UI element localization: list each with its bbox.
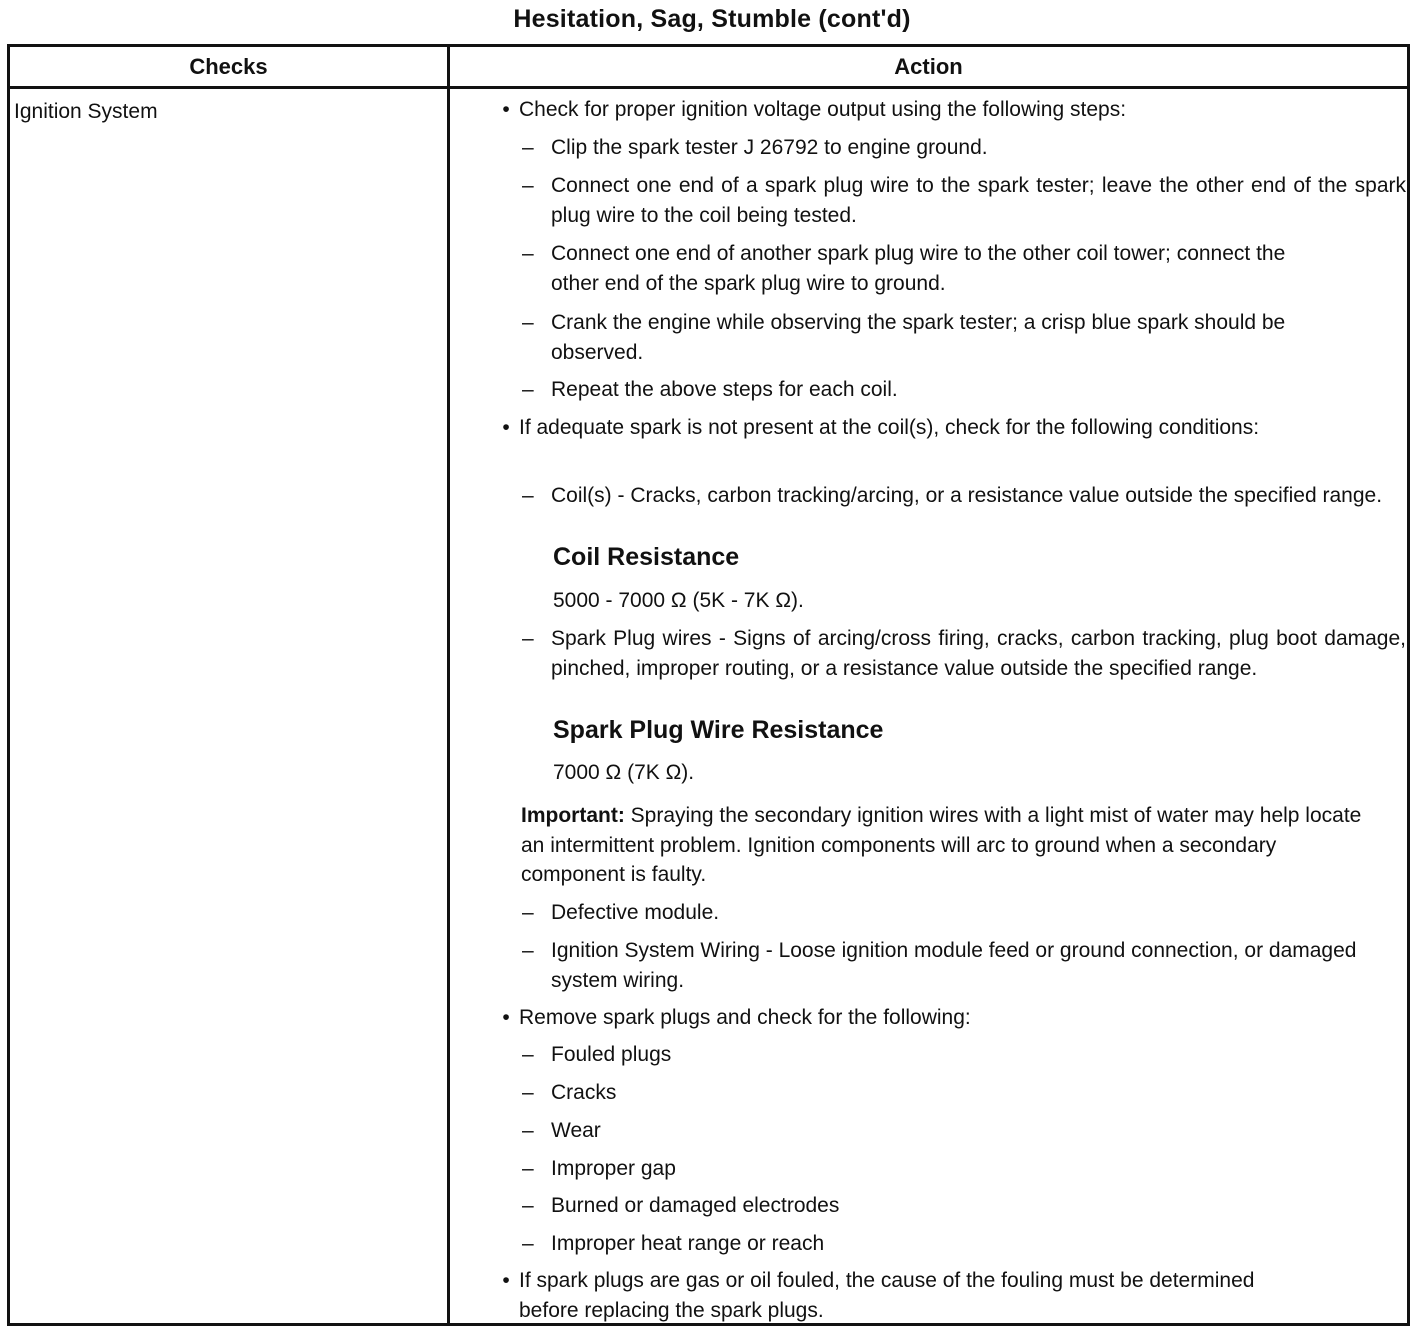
step-1: Clip the spark tester J 26792 to engine ground.: [551, 136, 988, 159]
coil-resistance-heading: Coil Resistance: [553, 543, 740, 571]
wire-resistance-value: 7000 Ω (7K Ω).: [553, 761, 695, 784]
plug-check-item: Burned or damaged electrodes: [551, 1194, 840, 1217]
important-text: Spraying the secondary ignition wires with a light mist of water may help locate an intermittent problem. Ignition components will arc to ground when a secondary component is faulty.: [521, 804, 1362, 886]
dash-glyph: –: [522, 627, 534, 650]
dash-glyph: –: [522, 311, 534, 334]
bullet-glyph: •: [502, 416, 510, 439]
important-note: [521, 801, 1371, 890]
action-bullet-4: If spark plugs are gas or oil fouled, the cause of the fouling must be determined before replacing the spark plugs.: [519, 1269, 1255, 1322]
plug-check-item: Wear: [551, 1119, 601, 1142]
plug-check-item: Improper heat range or reach: [551, 1232, 825, 1255]
dash-glyph: –: [522, 1119, 534, 1142]
dash-glyph: –: [522, 1232, 534, 1255]
header-checks: Checks: [189, 54, 268, 79]
step-5: Repeat the above steps for each coil.: [551, 378, 898, 401]
step-3: Connect one end of another spark plug wire to the other coil tower; connect the other end of the spark plug wire to ground.: [551, 242, 1286, 295]
plug-check-item: Fouled plugs: [551, 1043, 672, 1066]
plug-check-item: Improper gap: [551, 1157, 676, 1180]
important-label: Important:: [521, 804, 625, 827]
condition-ignition-wiring: Ignition System Wiring - Loose ignition module feed or ground connection, or damaged system wiring.: [551, 939, 1357, 992]
dash-glyph: –: [522, 378, 534, 401]
wire-resistance-heading: Spark Plug Wire Resistance: [553, 716, 884, 744]
dash-glyph: –: [522, 484, 534, 507]
dash-glyph: –: [522, 174, 534, 197]
plug-check-item: Cracks: [551, 1081, 617, 1104]
page-title: Hesitation, Sag, Stumble (cont'd): [513, 5, 911, 33]
diagnostic-table: [7, 44, 1410, 1326]
action-bullet-3: Remove spark plugs and check for the following:: [519, 1006, 971, 1029]
check-item: Ignition System: [14, 100, 158, 123]
dash-glyph: –: [522, 901, 534, 924]
coil-resistance-value: 5000 - 7000 Ω (5K - 7K Ω).: [553, 589, 804, 612]
dash-glyph: –: [522, 136, 534, 159]
dash-glyph: –: [522, 1157, 534, 1180]
action-bullet-1: Check for proper ignition voltage output using the following steps:: [519, 98, 1127, 121]
dash-glyph: –: [522, 939, 534, 962]
step-2: Connect one end of a spark plug wire to the spark tester; leave the other end of the spark plug wire to the coil being tested.: [551, 174, 1406, 227]
condition-spark-plug-wires: Spark Plug wires - Signs of arcing/cross firing, cracks, carbon tracking, plug boot damage, pinched, improper routing, or a resistance value outside the specified range.: [551, 627, 1406, 680]
bullet-glyph: •: [502, 98, 510, 121]
dash-glyph: –: [522, 242, 534, 265]
action-cell: [450, 47, 1407, 1323]
action-bullet-2: If adequate spark is not present at the coil(s), check for the following conditions:: [519, 416, 1260, 439]
dash-glyph: –: [522, 1194, 534, 1217]
dash-glyph: –: [522, 1081, 534, 1104]
step-4: Crank the engine while observing the spark tester; a crisp blue spark should be observed.: [551, 311, 1286, 364]
dash-glyph: –: [522, 1043, 534, 1066]
condition-defective-module: Defective module.: [551, 901, 720, 924]
header-action: Action: [894, 54, 963, 79]
condition-coil: Coil(s) - Cracks, carbon tracking/arcing, or a resistance value outside the specified range.: [551, 484, 1383, 507]
bullet-glyph: •: [502, 1269, 510, 1292]
bullet-glyph: •: [502, 1006, 510, 1029]
